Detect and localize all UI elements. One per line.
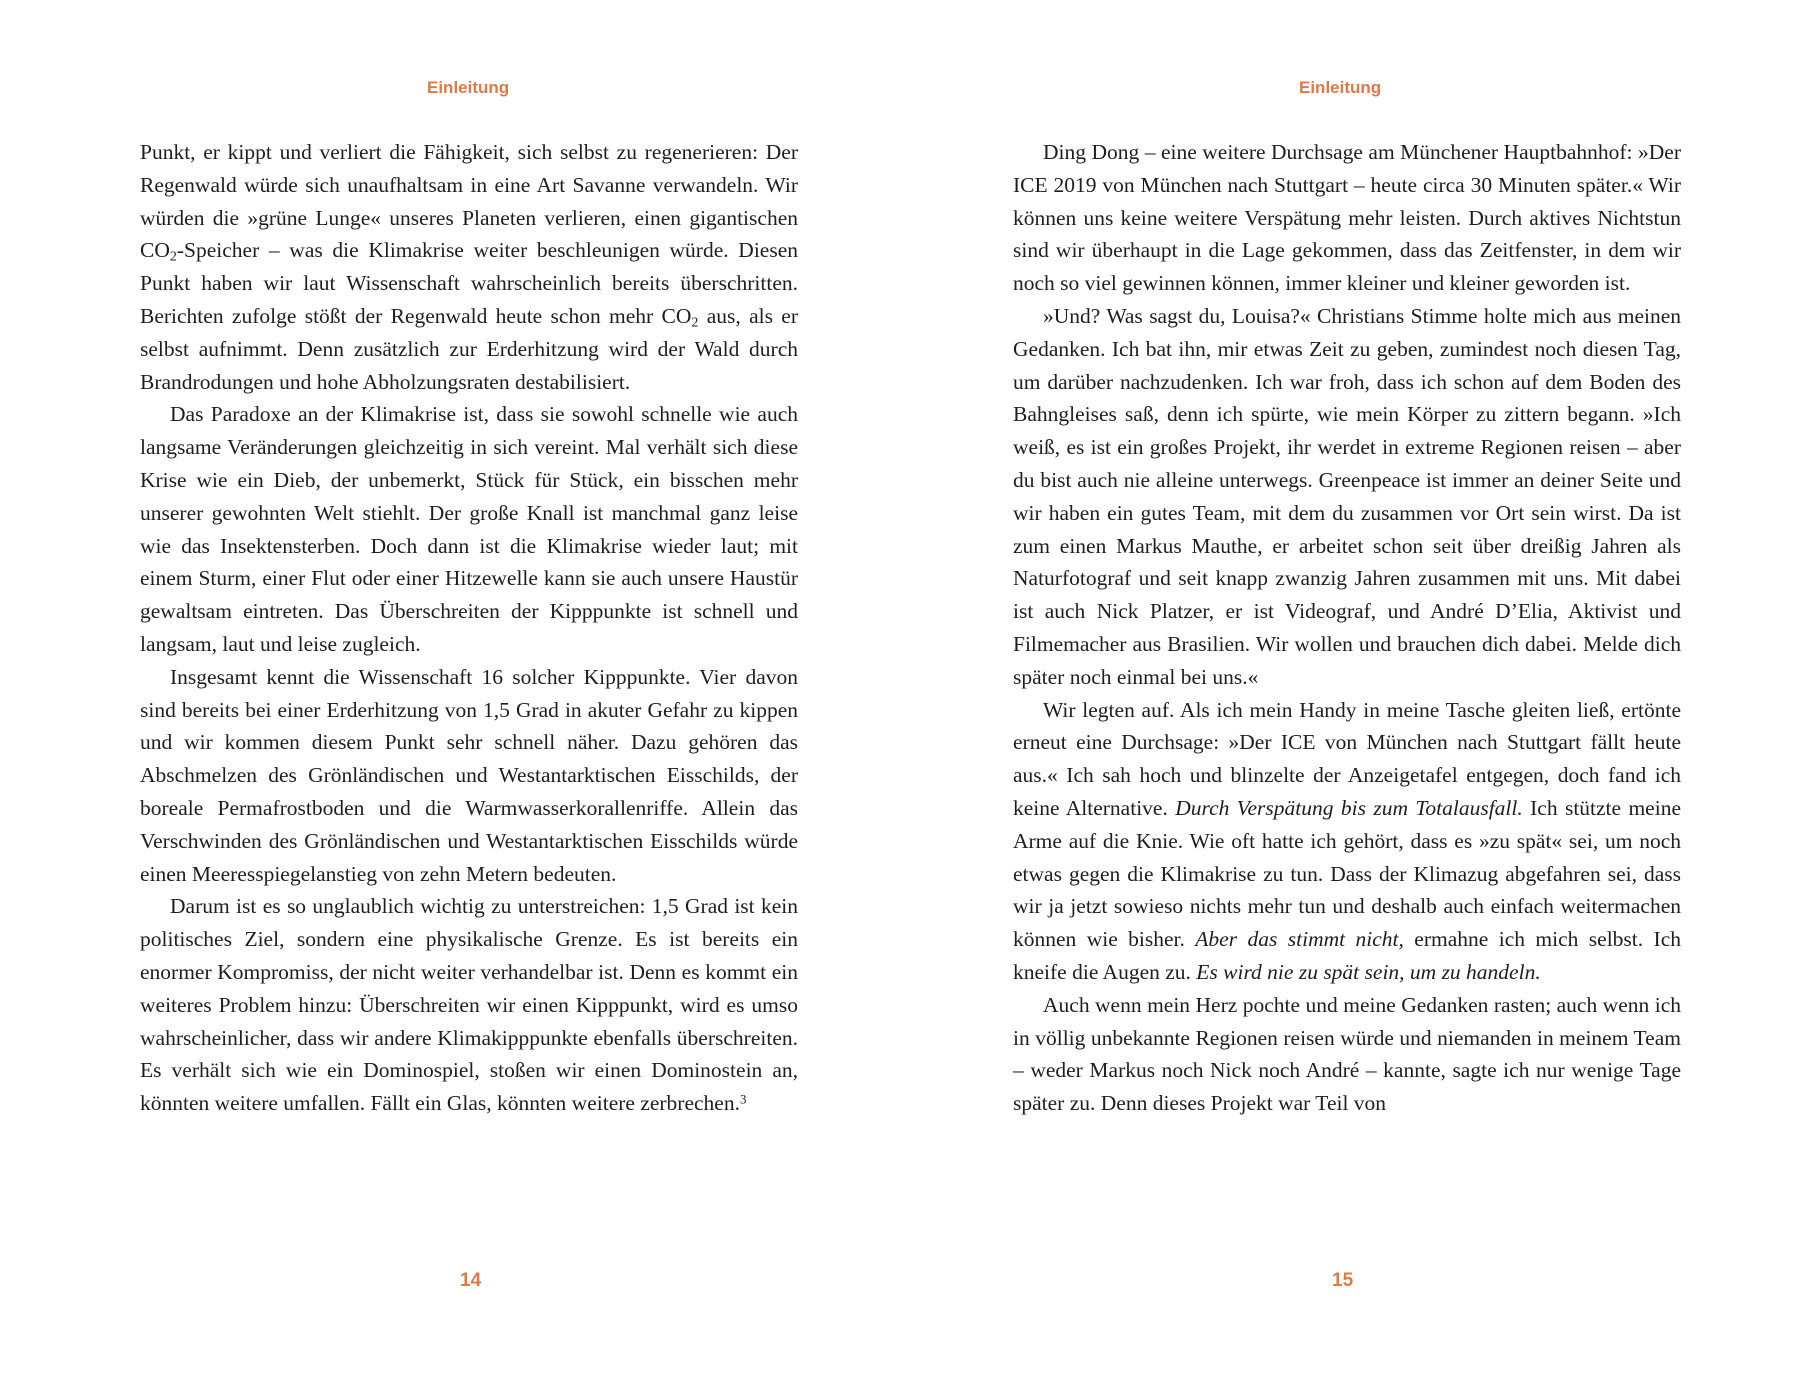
text-run: Punkt, er kippt und verliert die Fähigkeit, sich selbst zu regenerieren: Der Regenwald würde sich unaufhaltsam in eine Art Savanne verwandeln. Wir würden die »grüne Lunge« unseres Planeten verlieren, einen gigantischen CO bbox=[140, 140, 798, 263]
text-run: ermahne ich mich selbst. Ich kneife die Augen zu. bbox=[1013, 927, 1681, 984]
paragraph bbox=[140, 890, 798, 1120]
right-page bbox=[900, 0, 1800, 1390]
paragraph: Das Paradoxe an der Klimakrise ist, dass sie sowohl schnelle wie auch langsame Veränderungen gleichzeitig in sich vereint. Mal verhält sich diese Krise wie ein Dieb, der unbemerkt, Stück für Stück, ein bisschen mehr unserer gewohnten Welt stiehlt. Der große Knall ist manchmal ganz leise wie das Insektensterben. Doch dann ist die Klimakrise wieder laut; mit einem Sturm, einer Flut oder einer Hitzewelle kann sie auch unsere Haustür gewaltsam eintreten. Das Überschreiten der Kipppunkte ist schnell und langsam, laut und leise zugleich. bbox=[140, 402, 798, 656]
page-number-left: 14 bbox=[460, 1270, 482, 1291]
running-head-right: Einleitung bbox=[1299, 78, 1382, 97]
page-number-right: 15 bbox=[1332, 1270, 1354, 1291]
text-run: Darum ist es so unglaublich wichtig zu unterstreichen: 1,5 Grad ist kein politisches Ziel, sondern eine physikalische Grenze. Es ist bereits ein enormer Kompromiss, der nicht weiter verhandelbar ist. Denn es kommt ein weiteres Problem hinzu: Überschreiten wir einen Kipppunkt, wird es umso wahrscheinlicher, dass wir andere Klimakipppunkte ebenfalls überschreiten. Es verhält sich wie ein Dominospiel, stoßen wir einen Dominostein an, könnten weitere umfallen. Fällt ein Glas, könnten weitere zerbrechen. bbox=[140, 894, 798, 1116]
subscript: 2 bbox=[691, 315, 699, 331]
paragraph: Auch wenn mein Herz pochte und meine Gedanken rasten; auch wenn ich in völlig unbekannte Regionen reisen würde und niemanden in meinem Team – weder Markus noch Nick noch André – kannte, sagte ich nur wenige Tage später zu. Denn dieses Projekt war Teil von bbox=[1013, 992, 1681, 1116]
footnote-marker: 3 bbox=[739, 1092, 747, 1107]
paragraph: »Und? Was sagst du, Louisa?« Christians Stimme holte mich aus meinen Gedanken. Ich bat ihn, mir etwas Zeit zu geben, zumindest noch diesen Tag, um darüber nachzudenken. Ich war froh, dass ich schon auf dem Boden des Bahngleises saß, denn ich spürte, wie mein Körper zu zittern begann. »Ich weiß, es ist ein großes Projekt, ihr werdet in extreme Regionen reisen – aber du bist auch nie alleine unterwegs. Greenpeace ist immer an deiner Seite und wir haben ein gutes Team, mit dem du zusammen vor Ort sein wirst. Da ist zum einen Markus Mauthe, er arbeitet schon seit über dreißig Jahren als Naturfotograf und seit knapp zwanzig Jahren zusammen mit uns. Mit dabei ist auch Nick Platzer, er ist Videograf, und André D’Elia, Aktivist und Filmemacher aus Brasilien. Wir wollen und brauchen dich dabei. Melde dich später noch einmal bei uns.« bbox=[1013, 303, 1681, 689]
italic-text: Aber das stimmt nicht, bbox=[1195, 927, 1404, 952]
paragraph: Insgesamt kennt die Wissenschaft 16 solcher Kipppunkte. Vier davon sind bereits bei einer Erderhitzung von 1,5 Grad in akuter Gefahr zu kippen und wir kommen diesem Punkt sehr schnell näher. Dazu gehören das Abschmelzen des Grönländischen und Westantarktischen Eisschilds, der boreale Permafrostboden und die Warmwasserkorallenriffe. Allein das Verschwinden des Grönländischen und Westantarktischen Eisschilds würde einen Meeresspiegelanstieg von zehn Metern bedeuten. bbox=[140, 664, 798, 886]
left-body-text bbox=[140, 136, 798, 1120]
subscript: 2 bbox=[169, 249, 177, 265]
paragraph bbox=[1013, 694, 1681, 989]
italic-text: Durch Verspätung bis zum Totalausfall. bbox=[1175, 795, 1523, 820]
text-run: -Speicher – was die Klimakrise weiter beschleunigen würde. Diesen Punkt haben wir laut Wissenschaft wahrscheinlich bereits überschritten. Berichten zufolge stößt der Regenwald heute schon mehr CO bbox=[140, 238, 798, 328]
running-head-left: Einleitung bbox=[427, 78, 510, 97]
right-body-text bbox=[1013, 136, 1681, 1120]
paragraph bbox=[140, 136, 798, 398]
text-run: Ich stützte meine Arme auf die Knie. Wie oft hatte ich gehört, dass es »zu spät« sei, um noch etwas gegen die Klimakrise zu tun. Dass der Klimazug abgefahren sei, dass wir ja jetzt sowieso nichts mehr tun und deshalb auch einfach weitermachen können wie bisher. bbox=[1013, 795, 1681, 952]
text-run: aus, als er selbst aufnimmt. Denn zusätzlich zur Erderhitzung wird der Wald durch Brandrodungen und hohe Abholzungsraten destabilisiert. bbox=[140, 303, 798, 394]
italic-text: Es wird nie zu spät sein, um zu handeln. bbox=[1196, 959, 1541, 984]
paragraph: Ding Dong – eine weitere Durchsage am Münchener Hauptbahnhof: »Der ICE 2019 von München nach Stuttgart – heute circa 30 Minuten später.« Wir können uns keine weitere Verspätung mehr leisten. Durch aktives Nichtstun sind wir überhaupt in die Lage gekommen, dass das Zeitfenster, in dem wir noch so viel gewinnen können, immer kleiner und kleiner geworden ist. bbox=[1013, 140, 1681, 296]
text-run: Wir legten auf. Als ich mein Handy in meine Tasche gleiten ließ, ertönte erneut eine Durchsage: »Der ICE von München nach Stuttgart fällt heute aus.« Ich sah hoch und blinzelte der Anzeigetafel entgegen, doch fand ich keine Alternative. bbox=[1013, 697, 1681, 820]
